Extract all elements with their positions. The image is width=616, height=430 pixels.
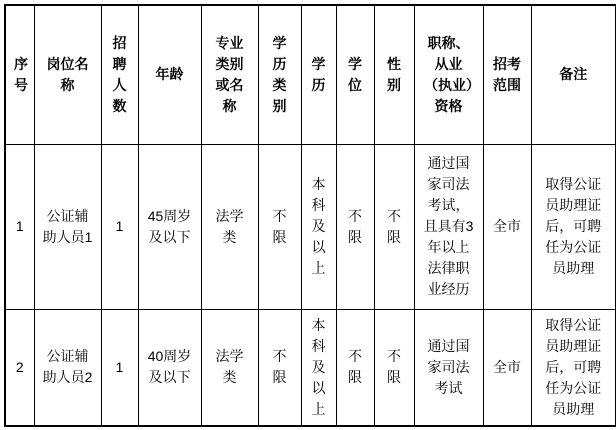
row2-gender: 不限 bbox=[374, 309, 414, 426]
row2-education: 本科及以上 bbox=[301, 309, 336, 426]
row2-qualification: 通过国家司法考试 bbox=[414, 309, 483, 426]
col-header-recruitment-scope: 招考范围 bbox=[483, 5, 531, 144]
row1-qualification: 通过国家司法考试，且具有3年以上法律职业经历 bbox=[414, 144, 483, 309]
col-header-qualification: 职称、从业（执业）资格 bbox=[414, 5, 483, 144]
row2-remarks: 取得公证员助理证后，可聘任为公证员助理 bbox=[531, 309, 616, 426]
row2-education-category: 不限 bbox=[258, 309, 301, 426]
col-header-education: 学历 bbox=[301, 5, 336, 144]
row1-remarks: 取得公证员助理证后，可聘任为公证员助理 bbox=[531, 144, 616, 309]
row1-major-category: 法学类 bbox=[201, 144, 258, 309]
row2-major-category: 法学类 bbox=[201, 309, 258, 426]
col-header-age: 年龄 bbox=[138, 5, 201, 144]
table-row-2 bbox=[5, 309, 616, 426]
row2-age: 40周岁及以下 bbox=[138, 309, 201, 426]
recruitment-positions-table bbox=[4, 4, 616, 427]
header-row bbox=[5, 5, 616, 144]
row1-education-category: 不限 bbox=[258, 144, 301, 309]
col-header-headcount: 招聘人数 bbox=[101, 5, 138, 144]
row2-serial-number: 2 bbox=[5, 309, 34, 426]
row1-serial-number: 1 bbox=[5, 144, 34, 309]
col-header-remarks: 备注 bbox=[531, 5, 616, 144]
row1-education: 本科及以上 bbox=[301, 144, 336, 309]
row1-position-name: 公证辅助人员1 bbox=[34, 144, 101, 309]
row1-gender: 不限 bbox=[374, 144, 414, 309]
row2-recruitment-scope: 全市 bbox=[483, 309, 531, 426]
col-header-degree: 学位 bbox=[336, 5, 374, 144]
col-header-education-category: 学历类别 bbox=[258, 5, 301, 144]
row2-position-name: 公证辅助人员2 bbox=[34, 309, 101, 426]
row1-headcount: 1 bbox=[101, 144, 138, 309]
col-header-position-name: 岗位名称 bbox=[34, 5, 101, 144]
row2-headcount: 1 bbox=[101, 309, 138, 426]
col-header-serial-number: 序号 bbox=[5, 5, 34, 144]
table-row-1 bbox=[5, 144, 616, 309]
row1-degree: 不限 bbox=[336, 144, 374, 309]
row2-degree: 不限 bbox=[336, 309, 374, 426]
row1-recruitment-scope: 全市 bbox=[483, 144, 531, 309]
col-header-major-category: 专业类别或名称 bbox=[201, 5, 258, 144]
row1-age: 45周岁及以下 bbox=[138, 144, 201, 309]
col-header-gender: 性别 bbox=[374, 5, 414, 144]
